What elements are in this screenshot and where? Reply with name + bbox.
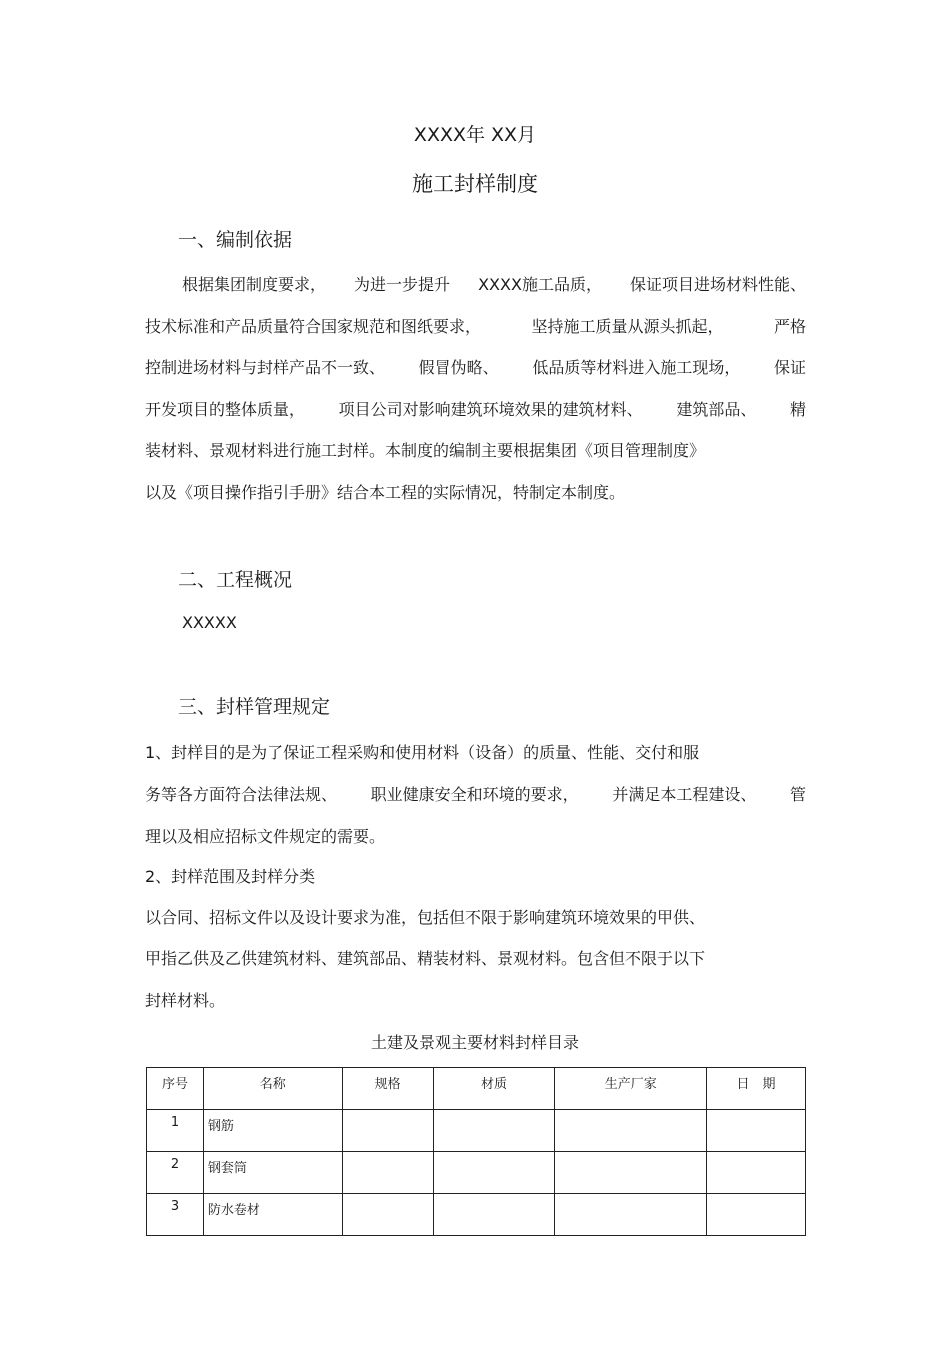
table-cell [707,1110,806,1152]
table-row [147,1194,806,1236]
section-heading-basis: 一、编制依据 [178,229,293,251]
text-segment: 建筑部品、 [676,400,757,419]
basis-line [145,397,806,420]
table-cell [433,1110,555,1152]
text-segment: 根据集团制度要求， [182,275,327,294]
text-segment: 保证项目进场材料性能、 [629,275,806,294]
table-cell [342,1194,433,1236]
table-cell: 1 [147,1110,204,1152]
table-cell: 钢筋 [203,1110,342,1152]
text-segment: 假冒伪略、 [418,358,499,377]
text-segment: XXXX施工品质， [478,275,602,294]
column-header: 生产厂家 [555,1068,707,1110]
table-cell: 钢套筒 [203,1152,342,1194]
section-heading-rules: 三、封样管理规定 [178,696,331,718]
text-segment: 务等各方面符合法律法规、 [145,785,338,804]
basis-line [145,355,806,378]
table-cell [707,1152,806,1194]
text-segment: 理以及相应招标文件规定的需要。 [145,827,386,846]
table-cell [707,1194,806,1236]
materials-table [146,1067,806,1236]
table-header-row [147,1068,806,1110]
table-cell: 防水卷材 [203,1194,342,1236]
table-cell [342,1152,433,1194]
column-header: 日 期 [707,1068,806,1110]
table-cell [433,1152,555,1194]
text-segment: 以合同、招标文件以及设计要求为准，包括但不限于影响建筑环境效果的甲供、 [145,908,706,927]
table-row [147,1152,806,1194]
text-segment: 精 [789,400,806,419]
text-segment: 职业健康安全和环境的要求， [370,785,579,804]
document-date: XXXX年 XX月 [413,124,537,146]
text-segment: 为进一步提升 [354,275,451,294]
rule-line [145,824,385,847]
text-segment: 管 [789,785,806,804]
table-cell [555,1194,707,1236]
rule-line [145,946,705,969]
rule-line [145,740,699,763]
column-header: 序号 [147,1068,204,1110]
text-segment: 低品质等材料进入施工现场， [532,358,741,377]
text-segment: 封样材料。 [145,991,226,1010]
basis-line [182,272,806,295]
rule-line [145,905,705,928]
table-row [147,1110,806,1152]
table-cell [555,1110,707,1152]
text-segment: 1、封样目的是为了保证工程采购和使用材料（设备）的质量、性能、交付和服 [145,743,700,762]
document-title: 施工封样制度 [412,172,538,196]
table-cell: 2 [147,1152,204,1194]
text-segment: 保证 [773,358,806,377]
text-segment: 甲指乙供及乙供建筑材料、建筑部品、精装材料、景观材料。包含但不限于以下 [145,949,706,968]
table-cell [433,1194,555,1236]
text-segment: 并满足本工程建设、 [612,785,757,804]
table-cell: 3 [147,1194,204,1236]
rule-subheading: 2、封样范围及封样分类 [145,867,316,886]
table-caption: 土建及景观主要材料封样目录 [370,1033,579,1052]
basis-line [145,438,705,461]
rule-line [145,988,225,1011]
table-cell [555,1152,707,1194]
text-segment: 技术标准和产品质量符合国家规范和图纸要求， [145,317,482,336]
column-header: 规格 [342,1068,433,1110]
text-segment: 开发项目的整体质量， [145,400,306,419]
basis-line [145,480,625,503]
text-segment: 以及《项目操作指引手册》结合本工程的实际情况，特制定本制度。 [145,483,626,502]
text-segment: 装材料、景观材料进行施工封样。本制度的编制主要根据集团《项目管理制度》 [145,441,706,460]
rule-line [145,782,806,805]
text-segment: 严格 [773,317,806,336]
basis-line [145,314,806,337]
section-heading-overview: 二、工程概况 [178,569,293,591]
column-header: 名称 [203,1068,342,1110]
text-segment: 坚持施工质量从源头抓起， [531,317,724,336]
table-cell [342,1110,433,1152]
text-segment: 项目公司对影响建筑环境效果的建筑材料、 [338,400,643,419]
text-segment: 控制进场材料与封样产品不一致、 [145,358,386,377]
overview-content: XXXXX [182,613,237,632]
column-header: 材质 [433,1068,555,1110]
